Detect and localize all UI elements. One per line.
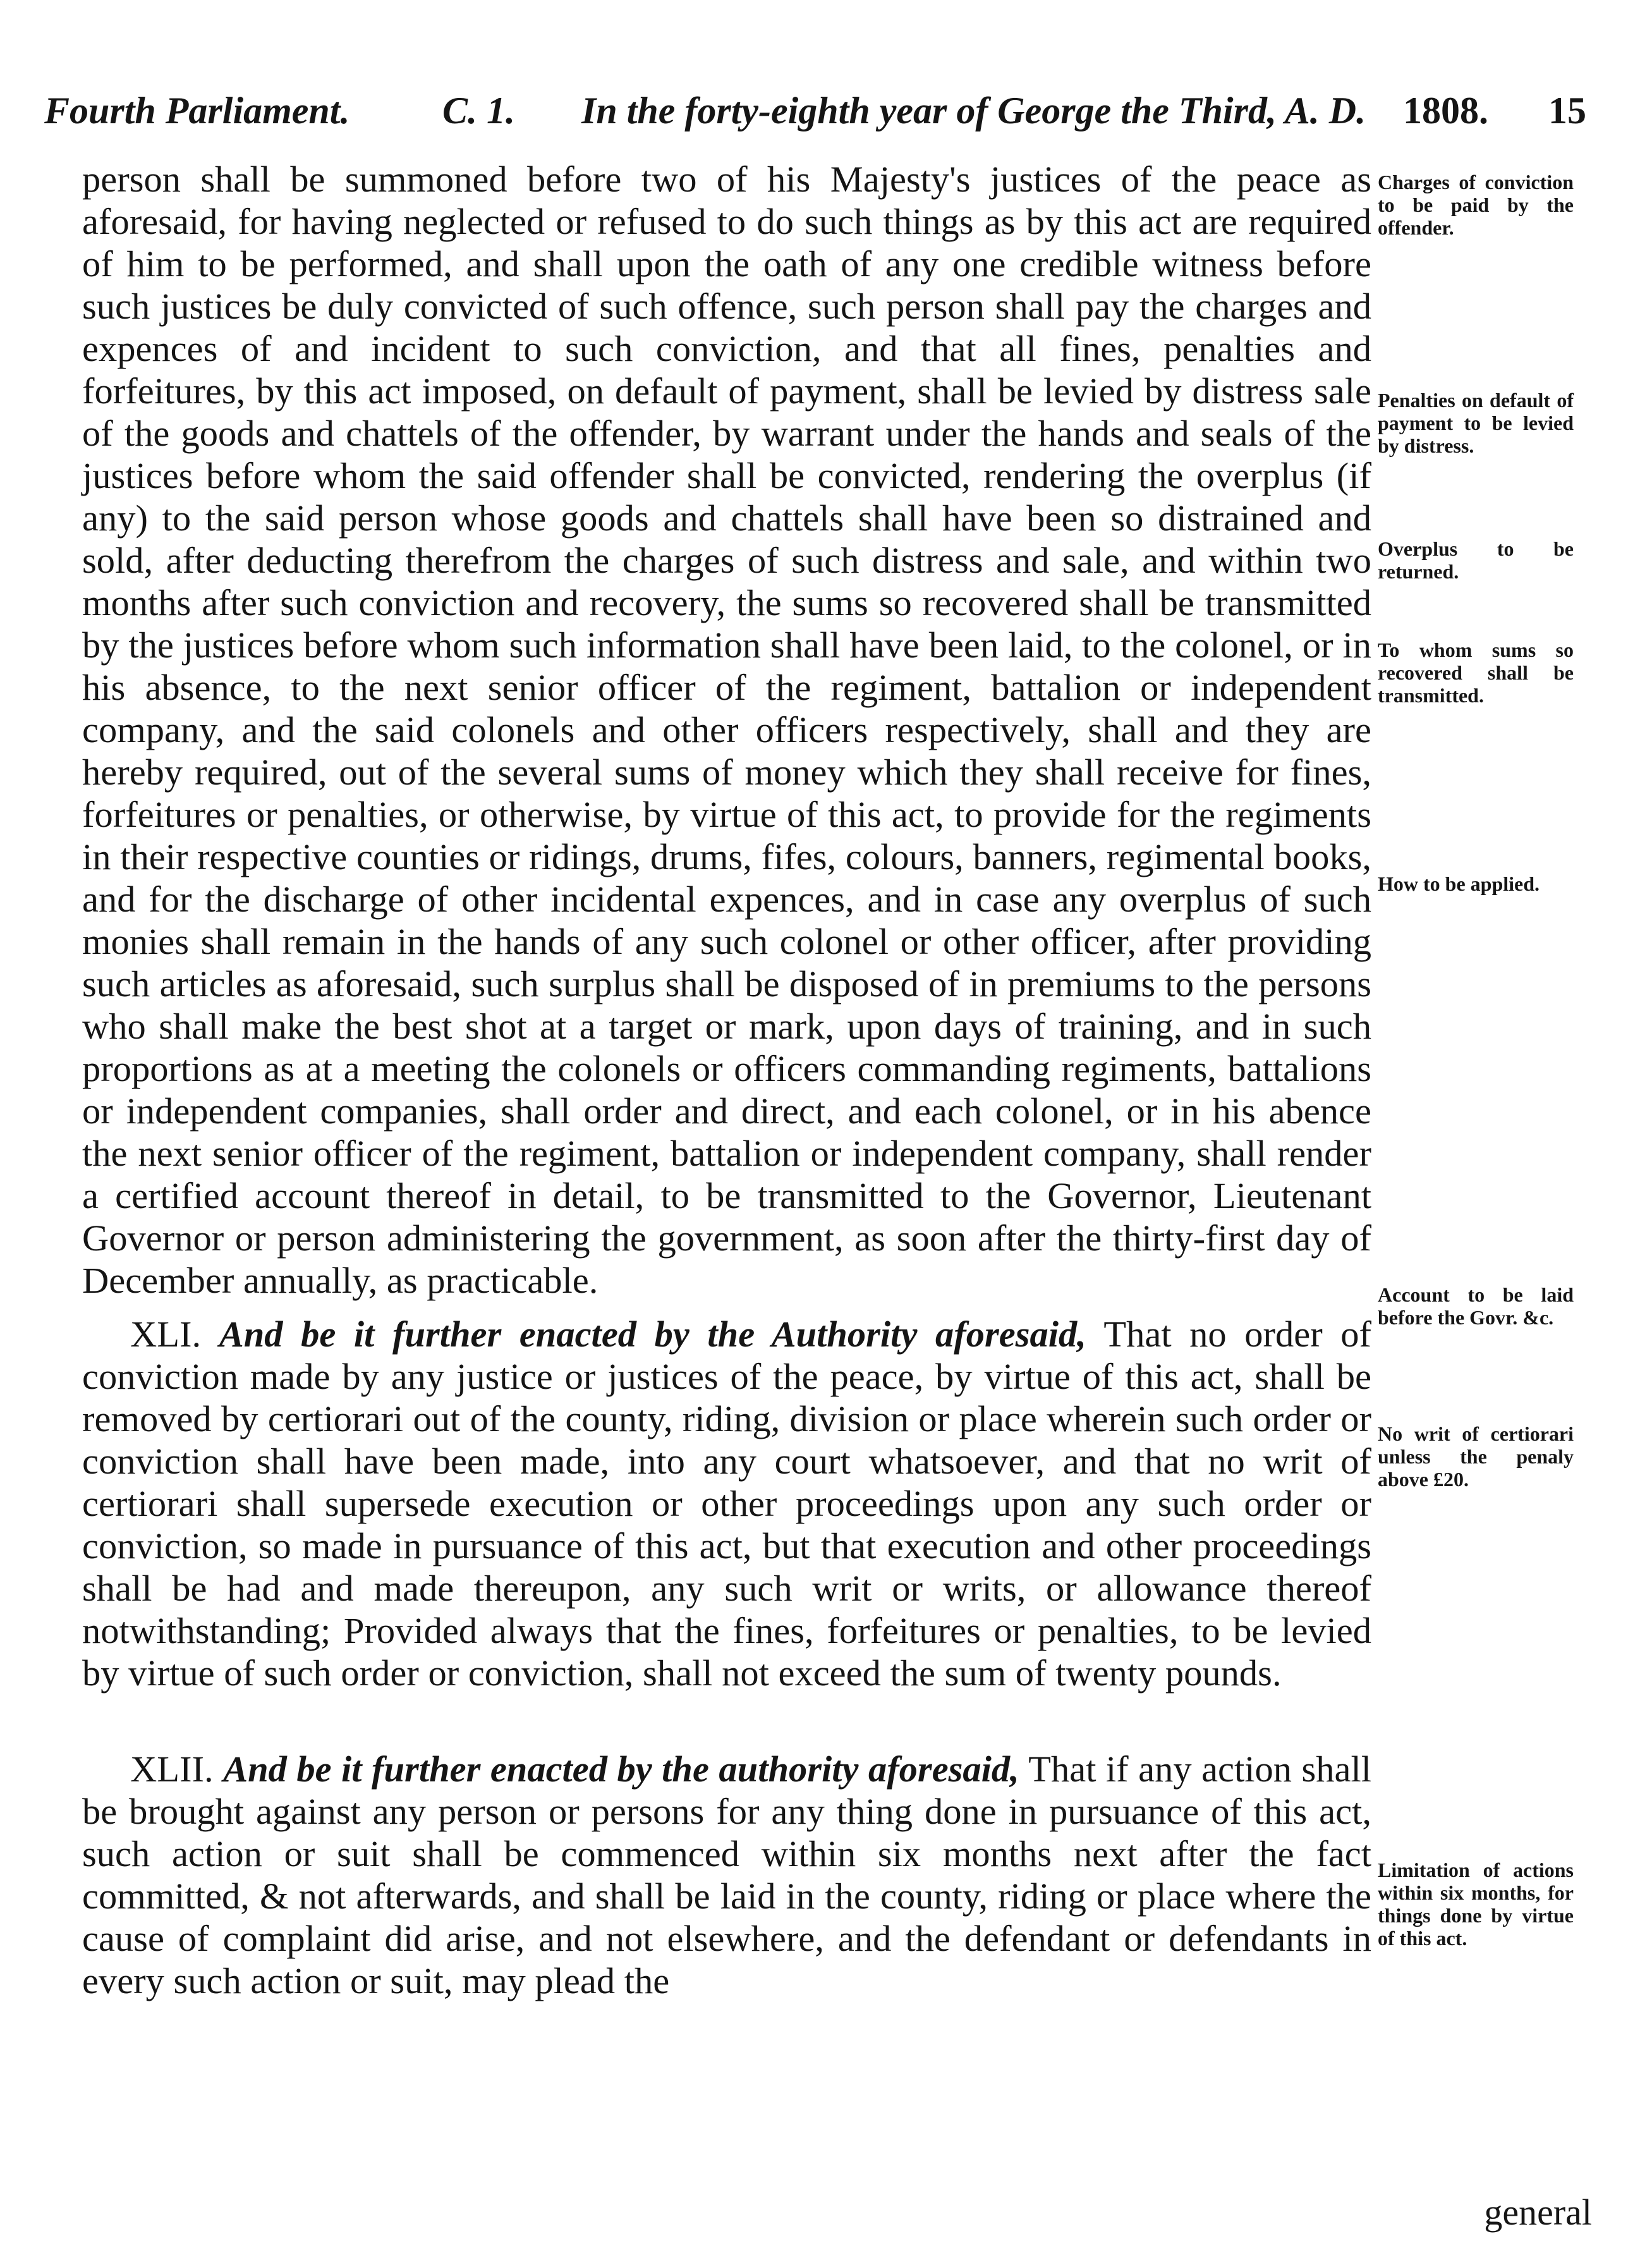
header-title: In the forty-eighth year of George the Third, A. D. <box>581 90 1366 131</box>
catchword: general <box>1484 2192 1592 2233</box>
section-text: That if any action shall be brought against any person or persons for any thing done in pursuance of this act, such action or suit shall be commenced within six months next after the fact committed, & not afterwards, and shall be laid in the county, riding or place where the cause of complaint did arise, and not elsewhere, and the defendant or defendants in every such action or suit, may plead the <box>82 1749 1371 2001</box>
page-number: 15 <box>1548 90 1586 131</box>
marginal-note: How to be applied. <box>1378 872 1540 895</box>
marginal-note: Account to be laid before the Govr. &c. <box>1378 1283 1574 1329</box>
marginal-note: Penalties on default of payment to be levied by distress. <box>1378 389 1574 457</box>
enacting-clause: And be it further enacted by the authority aforesaid, <box>223 1749 1019 1790</box>
body-text <box>82 158 1371 2002</box>
marginal-note: To whom sums so recovered shall be transmitted. <box>1378 638 1574 707</box>
section-41 <box>82 1313 1371 1694</box>
header-parliament: Fourth Parliament. <box>44 90 350 131</box>
enacting-clause: And be it further enacted by the Authority aforesaid, <box>219 1314 1086 1355</box>
section-number: XLI. <box>130 1314 202 1355</box>
header-chapter: C. 1. <box>442 90 516 131</box>
marginal-note: Overplus to be returned. <box>1378 537 1574 583</box>
section-text: That no order of conviction made by any justice or justices of the peace, by virtue of this act, shall be removed by certiorari out of the county, riding, division or place wherein such order or conviction shall have been made, into any court whatsoever, and that no writ of certiorari shall supersede execution or other proceedings upon any such order or conviction, so made in pursuance of this act, but that execution and other proceedings shall be had and made thereupon, any such writ or writs, or allowance thereof notwithstanding; Provided always that the fines, forfeitures or penalties, to be levied by virtue of such order or conviction, shall not exceed the sum of twenty pounds. <box>82 1314 1371 1694</box>
marginal-note: Limitation of actions within six months, for things done by virtue of this act. <box>1378 1859 1574 1950</box>
marginal-note: No writ of certiorari unless the penaly above £20. <box>1378 1422 1574 1491</box>
paragraph-continuation: person shall be summoned before two of his Majesty's justices of the peace as aforesaid, for having neglected or refused to do such things as by this act are required of him to be performed, and shall upon the oath of any one credible witness before such justices be duly convicted of such offence, such person shall pay the charges and expences of and incident to such conviction, and that all fines, penalties and forfeitures, by this act imposed, on default of payment, shall be levied by distress sale of the goods and chattels of the offender, by warrant under the hands and seals of the justices before whom the said offender shall be convicted, rendering the overplus (if any) to the said person whose goods and chattels shall have been so distrained and sold, after deducting therefrom the charges of such distress and sale, and within two months after such conviction and recovery, the sums so recovered shall be transmitted by the justices before whom such information shall have been laid, to the colonel, or in his absence, to the next senior officer of the regiment, battalion or independent company, and the said colonels and other officers respectively, shall and they are hereby required, out of the several sums of money which they shall receive for fines, forfeitures or penalties, or otherwise, by virtue of this act, to provide for the regiments in their respective counties or ridings, drums, fifes, colours, banners, regimental books, and for the discharge of other incidental expences, and in case any overplus of such monies shall remain in the hands of any such colonel or other officer, after providing such articles as aforesaid, such surplus shall be disposed of in premiums to the persons who shall make the best shot at a target or mark, upon days of training, and in such proportions as at a meeting the colonels or officers commanding regiments, battalions or independent companies, shall order and direct, and each colonel, or in his abence the next senior officer of the regiment, battalion or independent company, shall render a certified account thereof in detail, to be transmitted to the Governor, Lieutenant Governor or person administering the government, as soon after the thirty-first day of December annually, as practicable. <box>82 159 1371 1301</box>
marginal-notes <box>1378 158 1574 2213</box>
section-42 <box>82 1748 1371 2002</box>
header-year: 1808. <box>1403 90 1488 131</box>
marginal-note: Charges of conviction to be paid by the offender. <box>1378 171 1574 239</box>
section-number: XLII. <box>130 1749 214 1790</box>
running-header <box>44 82 1586 139</box>
